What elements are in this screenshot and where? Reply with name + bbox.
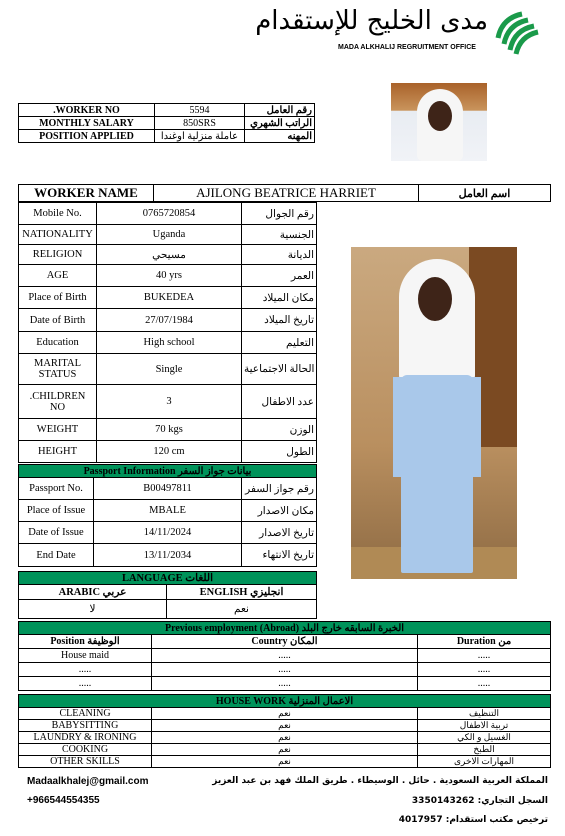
height-label-ar: الطول bbox=[242, 441, 317, 463]
place-of-issue-value: MBALE bbox=[94, 500, 242, 522]
worker-name-value: AJILONG BEATRICE HARRIET bbox=[154, 185, 419, 202]
details-table bbox=[18, 202, 317, 463]
country-column-header: Country المكان bbox=[152, 635, 418, 649]
duration-column-header: Duration من bbox=[418, 635, 551, 649]
logo bbox=[255, 4, 560, 60]
employment-country: ..... bbox=[152, 677, 418, 691]
laundry-label: LAUNDRY & IRONING bbox=[19, 732, 152, 744]
end-date-value: 13/11/2034 bbox=[94, 544, 242, 567]
education-label: Education bbox=[19, 332, 97, 354]
mobile-value: 0765720854 bbox=[97, 203, 242, 225]
language-table bbox=[18, 571, 317, 619]
date-of-issue-label: Date of Issue bbox=[19, 522, 94, 544]
passport-no-label-ar: رقم جواز السفر bbox=[242, 478, 317, 500]
worker-name-label-ar: اسم العامل bbox=[419, 185, 551, 202]
place-of-issue-label-ar: مكان الاصدار bbox=[242, 500, 317, 522]
table-row bbox=[19, 441, 317, 463]
table-row bbox=[19, 663, 551, 677]
table-row bbox=[19, 544, 317, 567]
passport-no-label: Passport No. bbox=[19, 478, 94, 500]
salary-label-ar: الراتب الشهري bbox=[245, 117, 315, 130]
worker-no-label-ar: رقم العامل bbox=[245, 104, 315, 117]
place-of-birth-value: BUKEDEA bbox=[97, 287, 242, 309]
salary-value: 850SRS bbox=[155, 117, 245, 130]
height-value: 120 cm bbox=[97, 441, 242, 463]
cleaning-label-ar: التنظيف bbox=[418, 708, 551, 720]
education-value: High school bbox=[97, 332, 242, 354]
religion-value: مسيحي bbox=[97, 245, 242, 265]
end-date-label: End Date bbox=[19, 544, 94, 567]
children-no-label: .CHILDREN NO bbox=[19, 385, 97, 419]
mobile-label-ar: رقم الجوال bbox=[242, 203, 317, 225]
arabic-language-label: ARABIC عربي bbox=[19, 585, 167, 600]
education-label-ar: التعليم bbox=[242, 332, 317, 354]
place-of-issue-label: Place of Issue bbox=[19, 500, 94, 522]
table-row bbox=[19, 720, 551, 732]
employment-position: House maid bbox=[19, 649, 152, 663]
weight-label: WEIGHT bbox=[19, 419, 97, 441]
marital-status-label: MARITAL STATUS bbox=[19, 354, 97, 385]
english-language-value: نعم bbox=[167, 600, 317, 619]
table-row bbox=[19, 332, 317, 354]
figure-arm-right bbox=[467, 377, 481, 477]
footer-commercial-registration: 3350143262 :السجل التجاري bbox=[411, 796, 548, 806]
footer-address: المملكة العربية السعودية . حائل . الوسيطاء . طريق الملك فهد بن عبد العزيز bbox=[212, 776, 548, 786]
full-body-photo bbox=[351, 247, 517, 579]
employment-duration: ..... bbox=[418, 677, 551, 691]
top-info-table bbox=[18, 103, 315, 143]
other-skills-label: OTHER SKILLS bbox=[19, 756, 152, 768]
date-of-birth-label: Date of Birth bbox=[19, 309, 97, 332]
position-label-ar: المهنه bbox=[245, 130, 315, 143]
table-row bbox=[19, 287, 317, 309]
table-row bbox=[19, 744, 551, 756]
house-work-table bbox=[18, 694, 551, 768]
table-row bbox=[19, 245, 317, 265]
other-skills-label-ar: المهارات الاخرى bbox=[418, 756, 551, 768]
passport-no-value: B00497811 bbox=[94, 478, 242, 500]
end-date-label-ar: تاريخ الانتهاء bbox=[242, 544, 317, 567]
logo-english-text: MADA ALKHALIJ REGRUITMENT OFFICE bbox=[338, 44, 476, 51]
position-column-header: Position الوظيفة bbox=[19, 635, 152, 649]
cooking-label-ar: الطبخ bbox=[418, 744, 551, 756]
marital-status-value: Single bbox=[97, 354, 242, 385]
nationality-label-ar: الجنسية bbox=[242, 225, 317, 245]
babysitting-label-ar: تربية الاطفال bbox=[418, 720, 551, 732]
employment-duration: ..... bbox=[418, 649, 551, 663]
cleaning-value: نعم bbox=[152, 708, 418, 720]
age-value: 40 yrs bbox=[97, 265, 242, 287]
cleaning-label: CLEANING bbox=[19, 708, 152, 720]
passport-header: Passport Information بيانات جواز السفر bbox=[19, 465, 317, 478]
table-row bbox=[19, 756, 551, 768]
table-row bbox=[19, 354, 317, 385]
age-label-ar: العمر bbox=[242, 265, 317, 287]
mobile-label: Mobile No. bbox=[19, 203, 97, 225]
figure-dress bbox=[401, 375, 473, 573]
table-row bbox=[19, 117, 315, 130]
position-label: POSITION APPLIED bbox=[19, 130, 155, 143]
figure-arm-left bbox=[393, 377, 407, 477]
worker-no-label: .WORKER NO bbox=[19, 104, 155, 117]
table-row bbox=[19, 385, 317, 419]
cooking-value: نعم bbox=[152, 744, 418, 756]
date-of-issue-value: 14/11/2024 bbox=[94, 522, 242, 544]
weight-label-ar: الوزن bbox=[242, 419, 317, 441]
table-row bbox=[19, 225, 317, 245]
babysitting-label: BABYSITTING bbox=[19, 720, 152, 732]
footer-license: 4017957 :ترخيص مكتب استقدام bbox=[398, 815, 548, 825]
place-of-birth-label: Place of Birth bbox=[19, 287, 97, 309]
worker-name-label: WORKER NAME bbox=[19, 185, 154, 202]
other-skills-value: نعم bbox=[152, 756, 418, 768]
portrait-face bbox=[428, 101, 452, 131]
laundry-label-ar: الغسيل و الكي bbox=[418, 732, 551, 744]
table-row bbox=[19, 203, 317, 225]
table-row bbox=[19, 649, 551, 663]
babysitting-value: نعم bbox=[152, 720, 418, 732]
footer-phone: +966544554355 bbox=[27, 795, 100, 806]
logo-mark-icon bbox=[492, 8, 542, 58]
logo-arabic-text: مدى الخليج للإستقدام bbox=[255, 6, 488, 36]
table-row bbox=[19, 500, 317, 522]
table-row bbox=[19, 130, 315, 143]
employment-country: ..... bbox=[152, 649, 418, 663]
language-header: LANGUAGE اللغات bbox=[19, 572, 317, 585]
passport-table bbox=[18, 464, 317, 567]
footer-email: Madaalkhalej@gmail.com bbox=[27, 776, 149, 787]
marital-status-label-ar: الحالة الاجتماعية bbox=[242, 354, 317, 385]
employment-position: ..... bbox=[19, 677, 152, 691]
table-row bbox=[19, 309, 317, 332]
salary-label: MONTHLY SALARY bbox=[19, 117, 155, 130]
table-row bbox=[19, 677, 551, 691]
table-row bbox=[19, 708, 551, 720]
children-no-label-ar: عدد الاطفال bbox=[242, 385, 317, 419]
date-of-issue-label-ar: تاريخ الاصدار bbox=[242, 522, 317, 544]
english-language-label: ENGLISH انجليزي bbox=[167, 585, 317, 600]
religion-label: RELIGION bbox=[19, 245, 97, 265]
previous-employment-table bbox=[18, 621, 551, 691]
worker-name-table bbox=[18, 184, 551, 202]
place-of-birth-label-ar: مكان الميلاد bbox=[242, 287, 317, 309]
height-label: HEIGHT bbox=[19, 441, 97, 463]
table-row bbox=[19, 522, 317, 544]
employment-position: ..... bbox=[19, 663, 152, 677]
age-label: AGE bbox=[19, 265, 97, 287]
nationality-value: Uganda bbox=[97, 225, 242, 245]
table-row bbox=[19, 478, 317, 500]
figure-face bbox=[418, 277, 452, 321]
weight-value: 70 kgs bbox=[97, 419, 242, 441]
date-of-birth-value: 27/07/1984 bbox=[97, 309, 242, 332]
position-value: عاملة منزلية اوغندا bbox=[155, 130, 245, 143]
previous-employment-header: Previous employment (Abroad) الخبرة السابقه خارج البلد bbox=[19, 622, 551, 635]
nationality-label: NATIONALITY bbox=[19, 225, 97, 245]
table-row bbox=[19, 265, 317, 287]
arabic-language-value: لا bbox=[19, 600, 167, 619]
cooking-label: COOKING bbox=[19, 744, 152, 756]
children-no-value: 3 bbox=[97, 385, 242, 419]
religion-label-ar: الديانة bbox=[242, 245, 317, 265]
table-row bbox=[19, 732, 551, 744]
laundry-value: نعم bbox=[152, 732, 418, 744]
house-work-header: HOUSE WORK الاعمال المنزلية bbox=[19, 695, 551, 708]
employment-duration: ..... bbox=[418, 663, 551, 677]
employment-country: ..... bbox=[152, 663, 418, 677]
portrait-photo bbox=[391, 83, 487, 161]
table-row bbox=[19, 419, 317, 441]
table-row bbox=[19, 104, 315, 117]
worker-no-value: 5594 bbox=[155, 104, 245, 117]
date-of-birth-label-ar: تاريخ الميلاد bbox=[242, 309, 317, 332]
